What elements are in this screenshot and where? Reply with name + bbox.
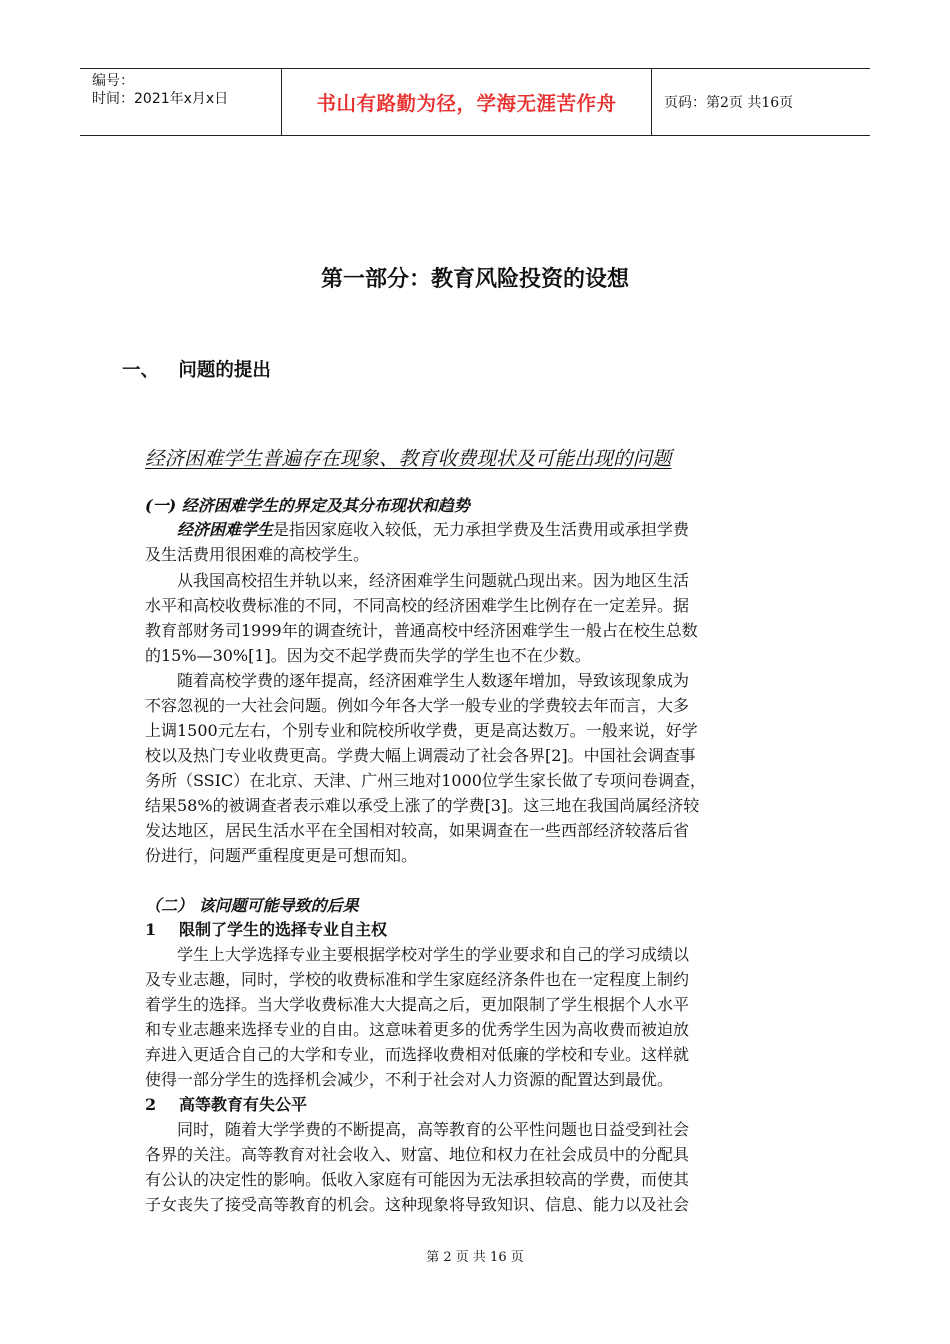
paragraph-line: 随着高校学费的逐年提高，经济困难学生人数逐年增加，导致该现象成为 (177, 671, 690, 690)
paragraph-line: 着学生的选择。当大学收费标准大大提高之后，更加限制了学生根据个人水平 (145, 995, 690, 1014)
paragraph-line: 同时，随着大学学费的不断提高，高等教育的公平性问题也日益受到社会 (177, 1120, 690, 1139)
defined-term: 经济困难学生 (177, 520, 274, 539)
paragraph-line: 子女丧失了接受高等教育的机会。这种现象将导致知识、信息、能力以及社会 (145, 1195, 690, 1214)
header-meta-cell (80, 69, 282, 135)
paragraph-line: 和专业志趣来选择专业的自由。这意味着更多的优秀学生因为高收费而被迫放 (145, 1020, 690, 1039)
header-motto: 书山有路勤为径，学海无涯苦作舟 (282, 69, 652, 135)
header-page-info: 页码：第2页 共16页 (664, 95, 794, 111)
paragraph-line: 弃进入更适合自己的大学和专业，而选择收费相对低廉的学校和专业。这样就 (145, 1045, 690, 1064)
header-table (80, 68, 870, 136)
paragraph-line: 及专业志趣，同时，学校的收费标准和学生家庭经济条件也在一定程度上制约 (145, 970, 690, 989)
paragraph-line: 有公认的决定性的影响。低收入家庭有可能因为无法承担较高的学费，而使其 (145, 1170, 690, 1189)
paragraph-line: 校以及热门专业收费更高。学费大幅上调震动了社会各界[2]。中国社会调查事 (145, 746, 696, 765)
paragraph-line: 使得一部分学生的选择机会减少，不利于社会对人力资源的配置达到最优。 (145, 1070, 674, 1089)
paragraph-text: 是指因家庭收入较低，无力承担学费及生活费用或承担学费 (273, 520, 690, 539)
paragraph-line: 的15%—30%[1]。因为交不起学费而失学的学生也不在少数。 (145, 646, 591, 665)
paragraph-line (177, 518, 807, 542)
paragraph-line: 上调1500元左右，个别专业和院校所收学费，更是高达数万。一般来说，好学 (145, 721, 698, 740)
paragraph-line: 及生活费用很困难的高校学生。 (145, 545, 370, 564)
paragraph-line: 发达地区，居民生活水平在全国相对较高，如果调查在一些西部经济较落后省 (145, 821, 690, 840)
heading-4-number: 2 (145, 1095, 157, 1114)
heading-2: （二） 该问题可能导致的后果 (145, 896, 359, 915)
paragraph-line: 从我国高校招生并轨以来，经济困难学生问题就凸现出来。因为地区生活 (177, 571, 690, 590)
document-title: 第一部分：教育风险投资的设想 (320, 267, 629, 292)
heading-3 (145, 918, 805, 942)
heading-3-number: 1 (145, 920, 157, 939)
paragraph-line: 水平和高校收费标准的不同，不同高校的经济困难学生比例存在一定差异。据 (145, 596, 690, 615)
document-number-label: 编号： (92, 73, 134, 89)
paragraph-line: 务所（SSIC）在北京、天津、广州三地对1000位学生家长做了专项问卷调查， (145, 771, 706, 790)
page-footer: 第 2 页 共 16 页 (426, 1250, 524, 1265)
document-date-label: 时间：2021年x月x日 (92, 91, 229, 107)
heading-4-text: 高等教育有失公平 (179, 1095, 308, 1114)
heading-4 (145, 1093, 805, 1117)
paragraph-line: 学生上大学选择专业主要根据学校对学生的学业要求和自己的学习成绩以 (177, 945, 690, 964)
paragraph-line: 份进行，问题严重程度更是可想而知。 (145, 846, 418, 865)
paragraph-line: 教育部财务司1999年的调查统计，普通高校中经济困难学生一般占在校生总数 (145, 621, 698, 640)
paragraph-line: 不容忽视的一大社会问题。例如今年各大学一般专业的学费较去年而言，大多 (145, 696, 690, 715)
subsection-heading: 经济困难学生普遍存在现象、教育收费现状及可能出现的问题 (145, 447, 672, 470)
paragraph-line: 各界的关注。高等教育对社会收入、财富、地位和权力在社会成员中的分配具 (145, 1145, 690, 1164)
heading-1: (一) 经济困难学生的界定及其分布现状和趋势 (145, 496, 470, 515)
heading-3-text: 限制了学生的选择专业自主权 (179, 920, 388, 939)
section-heading: 一、 问题的提出 (122, 360, 271, 381)
paragraph-line: 结果58%的被调查者表示难以承受上涨了的学费[3]。这三地在我国尚属经济较 (145, 796, 700, 815)
